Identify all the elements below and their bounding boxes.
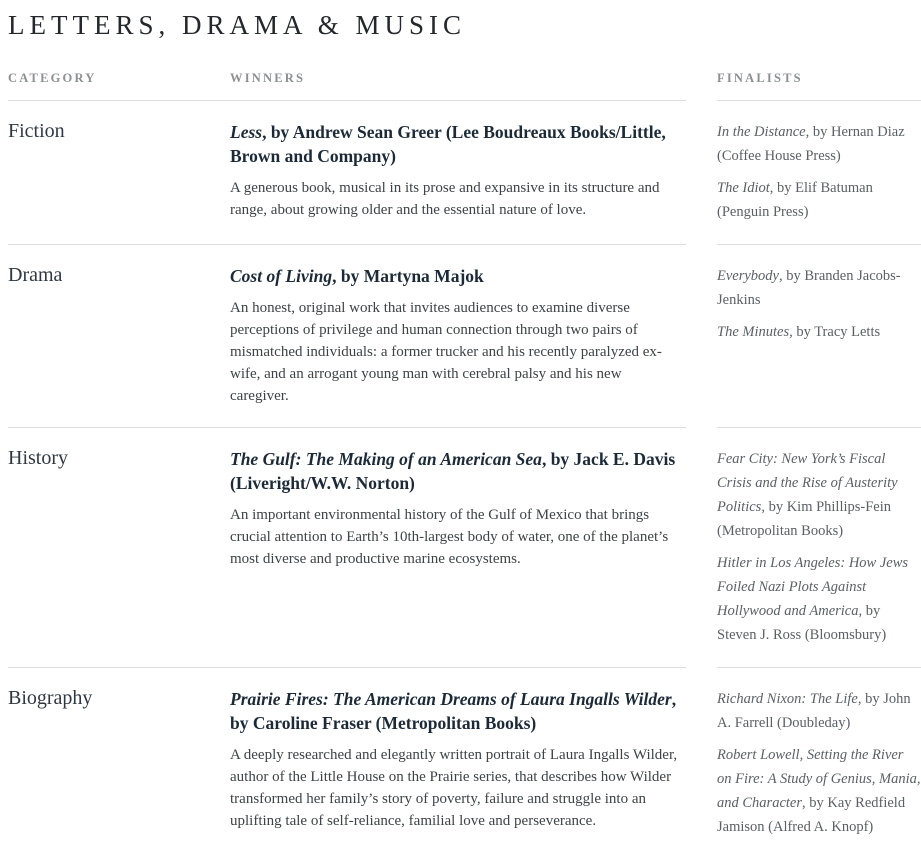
winner-book-title: Prairie Fires: The American Dreams of Laura Ingalls Wilder xyxy=(230,689,672,709)
finalist-byline: , by Elif Batuman (Penguin Press) xyxy=(717,180,873,220)
winner-byline: , by Martyna Majok xyxy=(332,266,484,286)
header-finalists: FINALISTS xyxy=(717,71,803,85)
winner-description: A deeply researched and elegantly written portrait of Laura Ingalls Wilder, author of the Little House on the Prairie series, that describes how Wilder transformed her family’s story of poverty, failure and struggle into an uplifting tale of self-reliance, familial love and perseverance. xyxy=(230,747,678,829)
table-row-biography xyxy=(8,667,921,857)
finalist-byline: , by Branden Jacobs-Jenkins xyxy=(717,268,901,308)
table-row-history xyxy=(8,427,921,667)
winner-book-title: Less xyxy=(230,122,263,142)
winner-description: An important environmental history of the Gulf of Mexico that brings crucial attention to Earth’s 10th-largest body of water, one of the planet’s most diverse and productive marine ecosystems. xyxy=(230,507,669,567)
winner-cell xyxy=(230,100,686,244)
winner-title xyxy=(230,447,678,495)
category-label: History xyxy=(8,447,68,469)
finalist-byline: , by John A. Farrell (Doubleday) xyxy=(717,691,911,731)
category-cell xyxy=(8,427,230,667)
winner-book-title: The Gulf: The Making of an American Sea xyxy=(230,449,542,469)
winner-title xyxy=(230,687,678,735)
table-row-fiction xyxy=(8,100,921,244)
table-row-drama xyxy=(8,244,921,427)
finalists-cell xyxy=(717,667,921,857)
winner-cell xyxy=(230,667,686,857)
finalist-byline: , by Kay Redfield Jamison (Alfred A. Knopf) xyxy=(717,795,906,835)
finalist-entry xyxy=(717,743,921,839)
category-label: Drama xyxy=(8,264,63,286)
finalist-book-title: The Minutes xyxy=(717,324,790,340)
header-winners: WINNERS xyxy=(230,71,306,85)
winner-book-title: Cost of Living xyxy=(230,266,333,286)
winner-title xyxy=(230,120,678,168)
finalist-entry xyxy=(717,687,921,735)
finalist-book-title: Robert Lowell, Setting the River on Fire: A Study of Genius, Mania, and Character xyxy=(717,747,921,811)
category-cell xyxy=(8,100,230,244)
finalist-entry xyxy=(717,264,921,312)
finalists-cell xyxy=(717,427,921,667)
finalist-entry xyxy=(717,320,921,344)
winner-cell xyxy=(230,244,686,427)
category-cell xyxy=(8,667,230,857)
finalist-book-title: Everybody xyxy=(717,268,779,284)
winner-description: An honest, original work that invites audiences to examine diverse perceptions of privilege and human connection through two pairs of mismatched individuals: a former trucker and his recently paralyzed ex-wife, and an arrogant young man with cerebral palsy and his new caregiver. xyxy=(230,300,662,404)
finalist-byline: , by Steven J. Ross (Bloomsbury) xyxy=(717,603,887,643)
winner-byline: , by Jack E. Davis (Liveright/W.W. Norton) xyxy=(230,449,676,493)
finalist-entry xyxy=(717,176,921,224)
finalist-book-title: In the Distance xyxy=(717,124,806,140)
winner-title xyxy=(230,264,678,288)
finalist-book-title: The Idiot xyxy=(717,180,770,196)
winner-byline: , by Andrew Sean Greer (Lee Boudreaux Books/Little, Brown and Company) xyxy=(230,122,666,166)
finalist-entry xyxy=(717,447,921,543)
winner-description: A generous book, musical in its prose and expansive in its structure and range, about growing older and the essential nature of love. xyxy=(230,180,660,218)
header-category: CATEGORY xyxy=(8,71,97,85)
winner-cell xyxy=(230,427,686,667)
finalists-cell xyxy=(717,100,921,244)
page-title: LETTERS, DRAMA & MUSIC xyxy=(8,10,467,40)
finalist-book-title: Richard Nixon: The Life xyxy=(717,691,858,707)
finalist-entry xyxy=(717,120,921,168)
finalist-byline: , by Kim Phillips-Fein (Metropolitan Books) xyxy=(717,499,892,539)
category-cell xyxy=(8,244,230,427)
finalist-entry xyxy=(717,551,921,647)
finalists-cell xyxy=(717,244,921,427)
finalist-byline: , by Hernan Diaz (Coffee House Press) xyxy=(717,124,905,164)
finalist-byline: , by Tracy Letts xyxy=(789,324,881,340)
winner-byline: , by Caroline Fraser (Metropolitan Books) xyxy=(230,689,677,733)
finalist-book-title: Fear City: New York’s Fiscal Crisis and the Rise of Austerity Politics xyxy=(717,451,898,515)
finalist-book-title: Hitler in Los Angeles: How Jews Foiled Nazi Plots Against Hollywood and America xyxy=(717,555,909,619)
category-label: Biography xyxy=(8,687,93,709)
column-headers xyxy=(8,71,921,100)
category-label: Fiction xyxy=(8,120,65,142)
